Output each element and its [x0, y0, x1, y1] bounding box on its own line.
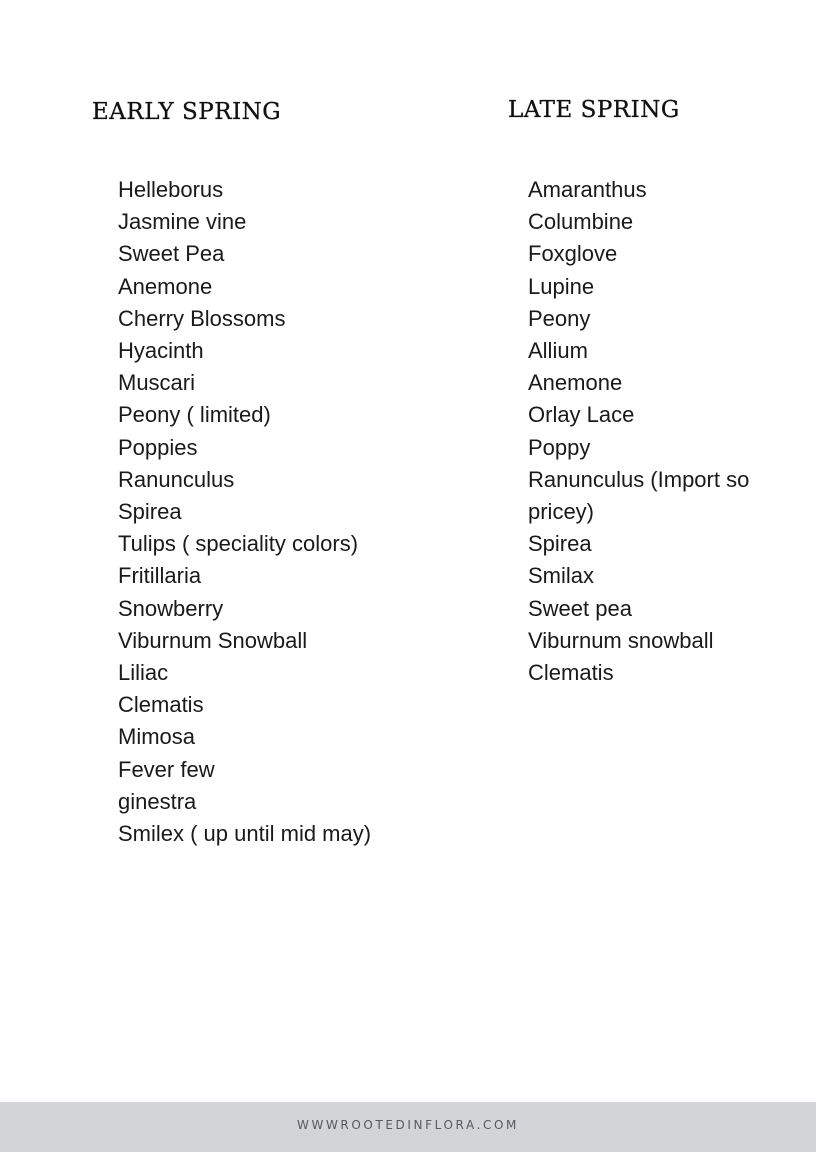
list-item: Clematis [528, 660, 614, 686]
list-item: Cherry Blossoms [118, 305, 286, 331]
list-item: Fever few [118, 756, 215, 782]
list-item: Smilex ( up until mid may) [118, 821, 372, 847]
list-item: Viburnum snowball [528, 627, 714, 653]
list-item: Spirea [528, 531, 592, 557]
list-item: Sweet pea [528, 595, 632, 621]
list-item: Clematis [118, 692, 204, 718]
footer-url[interactable]: WWWROOTEDINFLORA.COM [297, 1118, 519, 1132]
list-item: Amaranthus [528, 177, 647, 202]
list-item: Allium [528, 338, 588, 364]
late-spring-column [508, 94, 798, 689]
list-item: Smilax [528, 563, 595, 589]
list-item: Snowberry [118, 595, 224, 621]
late-spring-heading: LATE SPRING [508, 97, 680, 123]
early-spring-column [92, 96, 452, 850]
list-item: Viburnum Snowball [118, 627, 308, 653]
list-item: Poppies [118, 434, 198, 460]
list-item: Mimosa [118, 724, 196, 750]
list-item: Sweet Pea [118, 241, 225, 267]
list-item: Ranunculus (Import so pricey) [528, 466, 750, 525]
footer-bar [0, 1102, 816, 1152]
list-item: Tulips ( speciality colors) [118, 531, 359, 557]
list-item: Lupine [528, 273, 595, 299]
list-item: Anemone [118, 273, 213, 299]
list-item: Liliac [118, 660, 169, 686]
early-spring-list [118, 174, 452, 850]
list-item: Columbine [528, 209, 634, 235]
list-item: Fritillaria [118, 563, 202, 589]
list-item: Peony ( limited) [118, 402, 271, 428]
list-item: Ranunculus [118, 466, 235, 492]
list-item: Hyacinth [118, 338, 204, 364]
list-item: Spirea [118, 499, 182, 525]
list-item: ginestra [118, 788, 197, 814]
list-item: Muscari [118, 370, 196, 396]
list-item: Peony [528, 305, 591, 331]
late-spring-list [528, 174, 798, 689]
list-item: Poppy [528, 434, 591, 460]
early-spring-heading: EARLY SPRING [92, 99, 282, 125]
list-item: Jasmine vine [118, 209, 247, 235]
list-item: Anemone [528, 370, 623, 396]
list-item: Orlay Lace [528, 402, 635, 428]
list-item: Foxglove [528, 241, 618, 267]
list-item: Helleborus [118, 177, 224, 202]
